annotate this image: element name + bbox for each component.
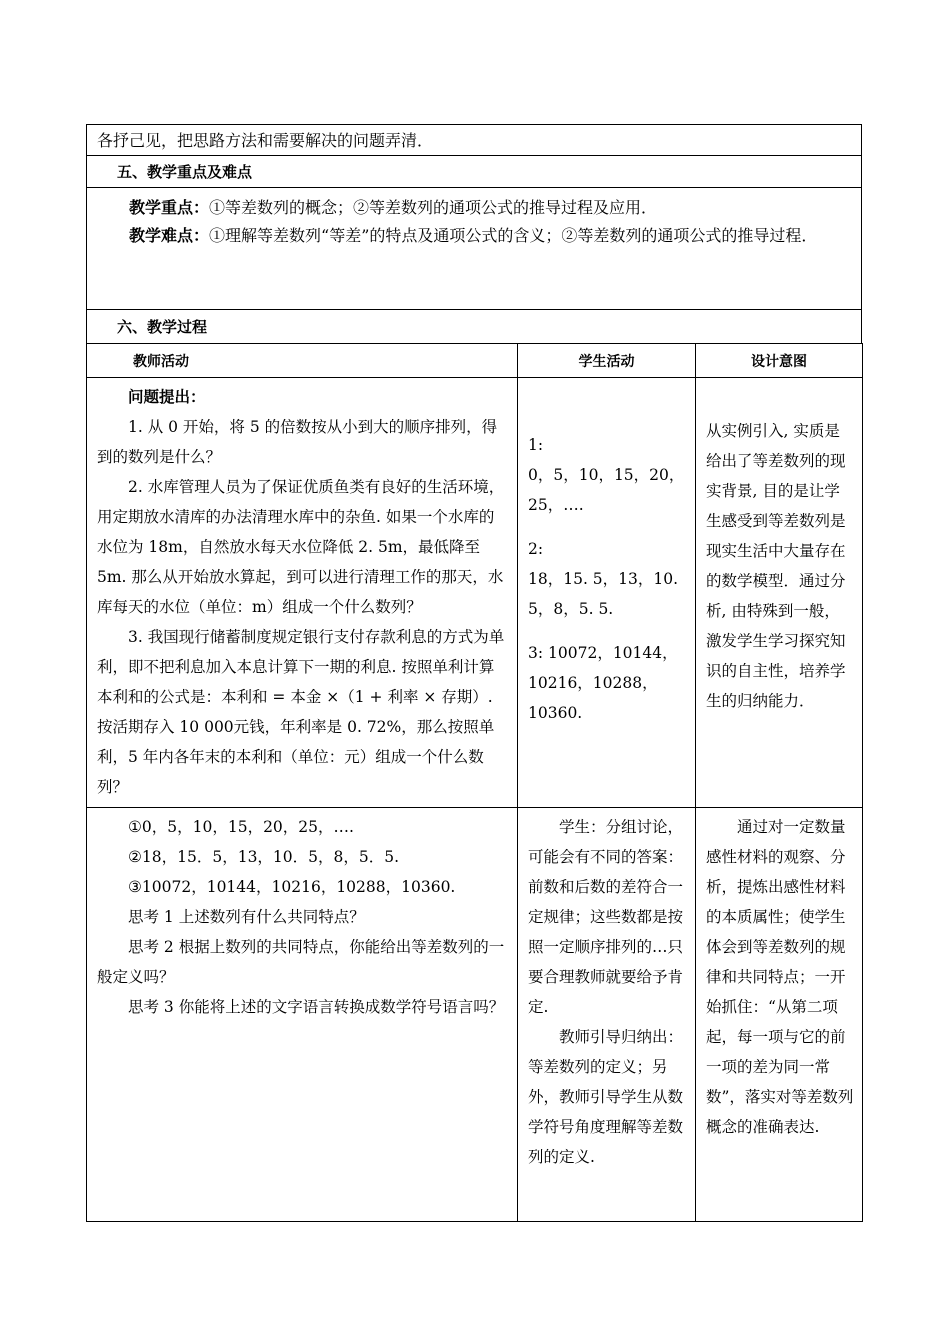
header-design: 设计意图	[696, 344, 863, 378]
teacher-guidance: 教师引导归纳出：等差数列的定义；另外，教师引导学生从数学符号角度理解等差数列的定义.	[528, 1028, 684, 1166]
key-points	[97, 194, 851, 222]
section-6-title-row	[86, 310, 862, 344]
key-points-text: ①等差数列的概念；②等差数列的通项公式的推导过程及应用．	[209, 198, 658, 217]
student-discussion: 学生：分组讨论，可能会有不同的答案：前数和后数的差符合一定规律；这些数都是按照一定顺序排列的…只要合理教师就要给予肯定.	[528, 818, 684, 1016]
thinking-2: 思考 2 根据上数列的共同特点，你能给出等差数列的一般定义吗？	[97, 938, 505, 986]
lesson-plan	[86, 124, 862, 1222]
design-intent-text: 从实例引入, 实质是给出了等差数列的现实背景, 目的是让学生感受到等差数列是现实生活中大量存在的数学模型．通过分析, 由特殊到一般，激发学生学习探究知识的自主性，培养学生的归纳能力．	[706, 422, 846, 710]
question-3: 3. 我国现行储蓄制度规定银行支付存款利息的方式为单利，即不把利息加入本息计算下一期的利息. 按照单利计算本利和的公式是：本利和 = 本金 ×（1 + 利率 × 存期）. 按活期存入 10 000元钱，年利率是 0. 72%，那么按照单利，5 年内各年末的本利和（单位：元）组成一个什么数列？	[97, 628, 505, 796]
top-line: 各抒己见，把思路方法和需要解决的问题弄清．	[97, 131, 434, 150]
table-row	[87, 808, 863, 1222]
difficult-points-label: 教学难点：	[129, 226, 210, 245]
section-5-title-row	[86, 156, 862, 188]
design-intent-text: 通过对一定数量感性材料的观察、分析，提炼出感性材料的本质属性；使学生体会到等差数列的规律和共同特点；一开始抓住：“从第二项起，每一项与它的前一项的差为同一常数”，落实对等差数列概念的准确表达.	[706, 818, 854, 1136]
thinking-1: 思考 1 上述数列有什么共同特点？	[128, 908, 365, 926]
answer-3: 3: 10072，10144，10216，10288，10360.	[528, 644, 678, 722]
answer-2-label: 2:	[528, 540, 544, 558]
section-5-title: 五、教学重点及难点	[117, 163, 253, 181]
key-points-label: 教学重点：	[129, 198, 210, 217]
question-title: 问题提出：	[128, 388, 206, 406]
teacher-activity-cell	[87, 808, 518, 1222]
process-table	[86, 343, 863, 1222]
question-2: 2. 水库管理人员为了保证优质鱼类有良好的生活环境，用定期放水清库的办法清理水库中的杂鱼. 如果一个水库的水位为 18m，自然放水每天水位降低 2. 5m，最低降至 5m. 那么从开始放水算起，到可以进行清理工作的那天，水库每天的水位（单位：m）组成一个什么数列？	[97, 478, 505, 616]
header-teacher: 教师活动	[87, 344, 518, 378]
table-row	[87, 378, 863, 808]
teacher-activity-cell	[87, 378, 518, 808]
student-activity-cell	[518, 378, 696, 808]
answer-1: 0，5，10，15，20，25，….	[528, 466, 685, 514]
question-1: 1. 从 0 开始，将 5 的倍数按从小到大的顺序排列，得到的数列是什么？	[97, 418, 498, 466]
table-header-row	[87, 344, 863, 378]
sequence-1: ①0，5，10，15，20，25，….	[128, 818, 354, 836]
difficult-points-text: ①理解等差数列“等差”的特点及通项公式的含义；②等差数列的通项公式的推导过程．	[209, 226, 818, 245]
sequence-2: ②18，15．5，13，10．5，8，5．5.	[128, 848, 400, 866]
difficult-points	[97, 222, 851, 250]
section-5-body	[86, 188, 862, 310]
previous-section-tail	[86, 124, 862, 156]
student-activity-cell	[518, 808, 696, 1222]
sequence-3: ③10072，10144，10216，10288，10360.	[128, 878, 456, 896]
section-6-title: 六、教学过程	[117, 318, 208, 336]
answer-2: 18，15. 5，13，10. 5，8，5. 5.	[528, 570, 679, 618]
thinking-3: 思考 3 你能将上述的文字语言转换成数学符号语言吗？	[128, 998, 505, 1016]
design-intent-cell	[696, 378, 863, 808]
answer-1-label: 1:	[528, 436, 544, 454]
design-intent-cell	[696, 808, 863, 1222]
header-student: 学生活动	[518, 344, 696, 378]
